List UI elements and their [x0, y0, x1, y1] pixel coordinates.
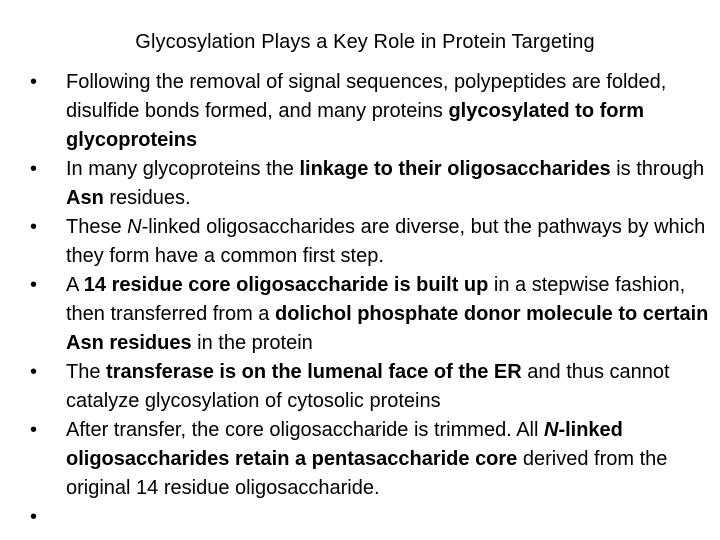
bullet-text-segment: and thus cannot catalyze glycosylation of cytosolic proteins [66, 361, 670, 412]
bullet-text-segment: A [66, 274, 84, 296]
bullet-text-segment: in a stepwise fashion, then transferred from a [66, 274, 686, 325]
bullet-text-segment: -linked oligosaccharides are diverse, but the pathways by which they form have a common first step. [66, 216, 706, 267]
bullet-item [30, 416, 710, 503]
bullet-text-segment: N [127, 216, 142, 238]
bullet-text-segment: Asn [66, 187, 104, 209]
slide-title: Glycosylation Plays a Key Role in Protein Targeting [135, 31, 595, 53]
bullet-text-segment: 14 residue core oligosaccharide is built up [83, 274, 489, 296]
bullet-marker: • [30, 361, 38, 383]
bullet-text-segment: glycosylated to form glycoproteins [66, 100, 645, 151]
bullet-item [30, 68, 710, 155]
bullet-marker: • [30, 274, 38, 296]
bullet-text-segment: The [66, 361, 107, 383]
bullet-list [30, 68, 710, 528]
bullet-marker: • [30, 506, 38, 528]
bullet-item [30, 155, 710, 213]
bullet-text-segment: In many glycoproteins the [66, 158, 300, 180]
bullet-text-segment: in the protein [191, 332, 313, 354]
bullet-marker: • [30, 71, 38, 93]
bullet-text-segment: derived from the original 14 residue oligosaccharide. [66, 448, 668, 499]
bullet-text-segment: is through [610, 158, 705, 180]
bullet-text-segment: dolichol phosphate donor molecule to certain Asn residues [66, 303, 709, 354]
bullet-text-segment: Following the removal of signal sequences, polypeptides are folded, disulfide bonds formed, and many proteins [66, 71, 667, 122]
bullet-marker: • [30, 216, 38, 238]
bullet-text-segment: After transfer, the core oligosaccharide is trimmed. All [66, 419, 544, 441]
bullet-text-segment: These [66, 216, 128, 238]
bullet-text-segment: transferase is on the lumenal face of the ER [106, 361, 522, 383]
bullet-marker: • [30, 158, 38, 180]
bullet-text-segment: -linked oligosaccharides retain a pentasaccharide core [66, 419, 623, 470]
bullet-marker: • [30, 419, 38, 441]
bullet-item [30, 213, 710, 271]
bullet-text-segment: N [543, 419, 559, 441]
bullet-text-segment: residues. [103, 187, 191, 209]
bullet-item [30, 271, 710, 358]
bullet-item [30, 358, 710, 416]
bullet-text-segment: linkage to their oligosaccharides [299, 158, 611, 180]
